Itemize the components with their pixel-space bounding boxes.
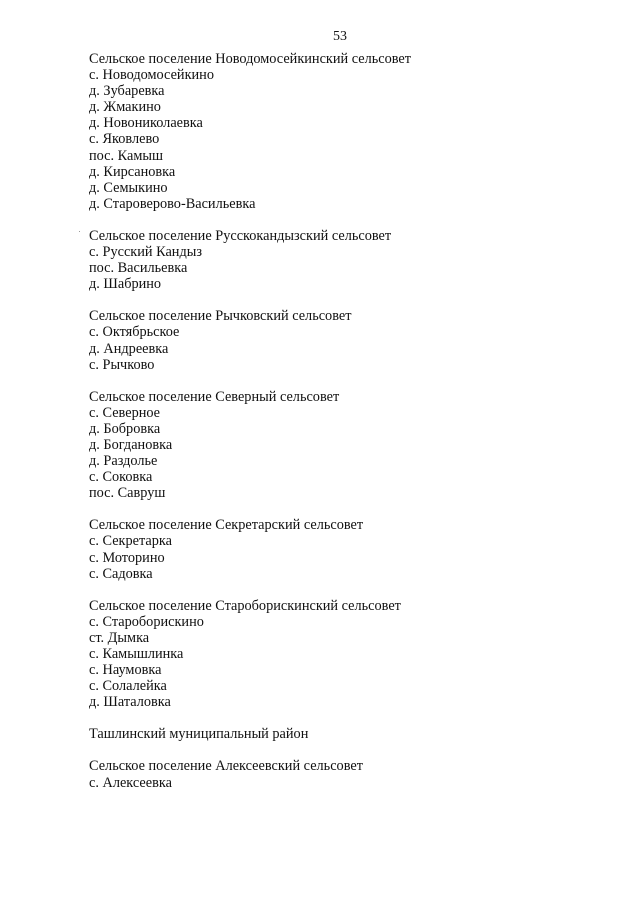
settlement-line: д. Шаталовка [89,694,171,711]
section-novodomoseykinsky [89,51,609,212]
settlement-line: с. Алексеевка [89,774,172,791]
page-number: 53 [333,29,347,44]
settlement-line: д. Андреевка [89,340,169,357]
settlement-line: д. Зубаревка [89,83,165,100]
section-heading: Сельское поселение Новодомосейкинский сельсовет [89,51,412,67]
section-heading: Сельское поселение Секретарский сельсовет [89,517,364,534]
district-heading: Ташлинский муниципальный район [89,726,309,743]
section-district-tashlinsky [89,726,609,742]
section-rychkovsky [89,308,609,372]
settlement-line: с. Садовка [89,565,153,582]
settlement-line: д. Кирсановка [89,163,176,180]
settlement-line: с. Секретарка [89,533,172,550]
settlement-line: с. Северное [89,404,161,421]
section-heading: Сельское поселение Алексеевский сельсовет [89,758,363,775]
section-heading: Сельское поселение Староборискинский сельсовет [89,597,401,614]
scan-speck [79,231,80,232]
settlement-line: д. Жмакино [89,99,161,116]
settlement-line: с. Солалейка [89,678,167,695]
settlement-line: с. Яковлево [89,131,160,148]
settlement-line: с. Рычково [89,356,155,373]
section-severny [89,389,609,502]
settlement-line: д. Раздолье [89,453,158,470]
settlement-line: д. Староверово-Васильевка [89,195,256,212]
settlement-line: пос. Васильевка [89,260,188,277]
settlement-line: с. Староборискино [89,613,204,630]
section-heading: Сельское поселение Русскокандызский сельсовет [89,227,392,244]
settlement-line: д. Шабрино [89,276,162,293]
section-staroboriskinsky [89,598,609,711]
settlement-line: д. Бобровка [89,420,161,437]
section-sekretarsky [89,517,609,581]
settlement-line: с. Наумовка [89,662,162,679]
settlement-line: с. Русский Кандыз [89,244,202,261]
settlement-line: ст. Дымка [89,629,150,646]
section-heading: Сельское поселение Северный сельсовет [89,388,340,405]
settlement-line: д. Новониколаевка [89,115,203,132]
settlement-line: с. Октябрьское [89,324,180,341]
document-body [89,51,609,791]
settlement-line: пос. Камыш [89,147,164,164]
section-alekseevsky [89,758,609,790]
section-heading: Сельское поселение Рычковский сельсовет [89,308,352,325]
settlement-line: с. Камышлинка [89,646,184,662]
section-russkokandyzsky [89,228,609,292]
settlement-line: с. Моторино [89,549,165,566]
settlement-line: пос. Савруш [89,485,166,502]
settlement-line: д. Семыкино [89,179,168,196]
settlement-line: с. Соковка [89,469,153,486]
settlement-line: д. Богдановка [89,436,173,453]
settlement-line: с. Новодомосейкино [89,67,214,84]
